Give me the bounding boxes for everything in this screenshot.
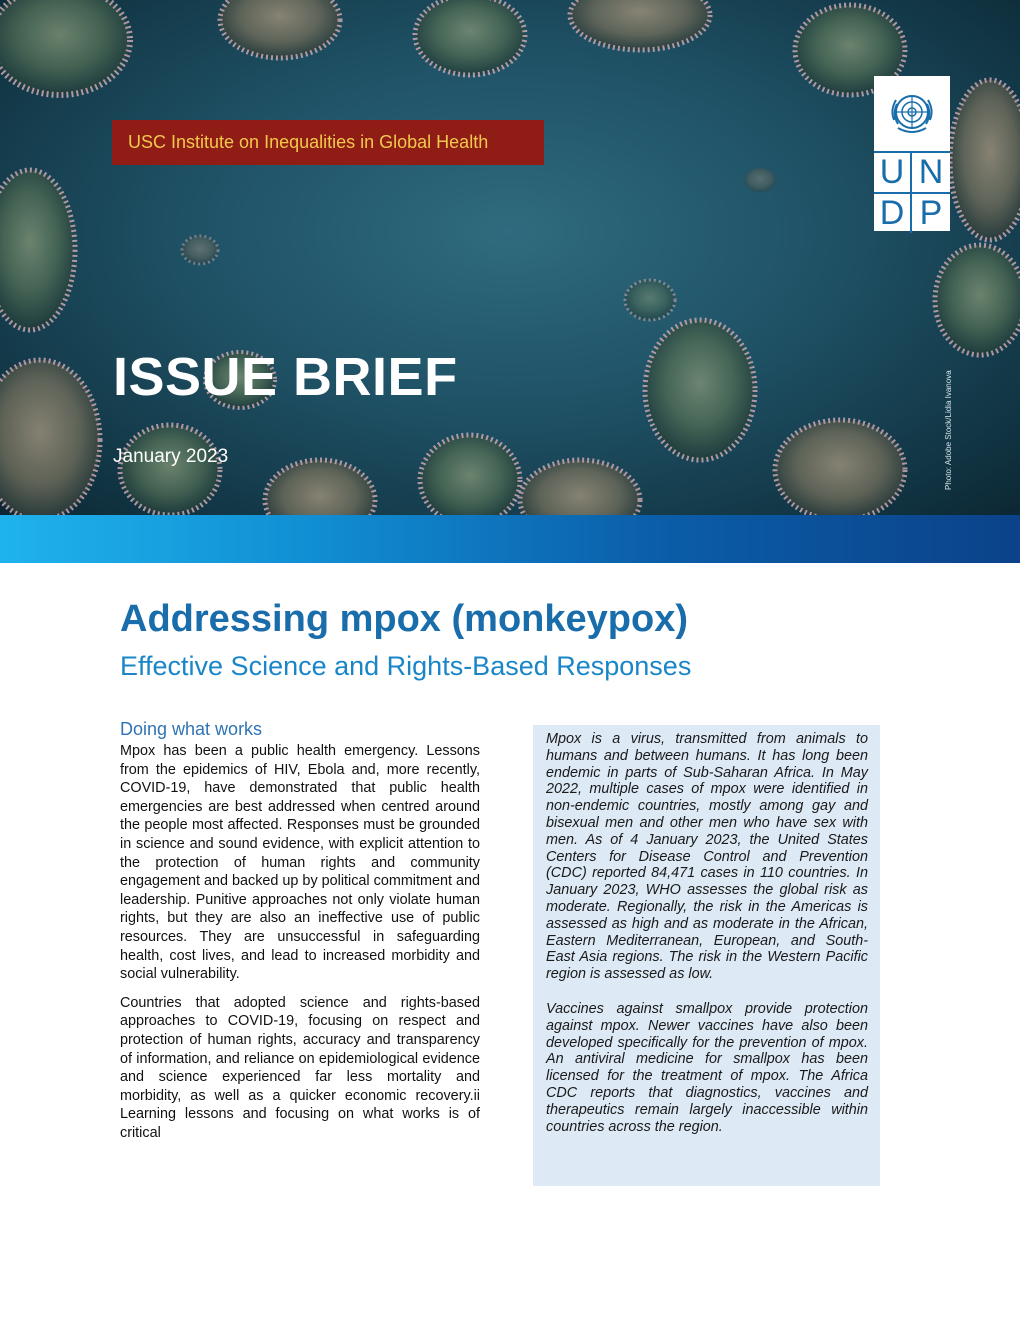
undp-letters bbox=[874, 151, 950, 231]
photo-credit: Photo: Adobe Stock/Lidia Ivanova bbox=[944, 370, 953, 490]
virus-background-image bbox=[0, 0, 1020, 515]
undp-logo bbox=[874, 76, 950, 231]
body-text-column bbox=[120, 742, 480, 1152]
institute-banner: USC Institute on Inequalities in Global Health bbox=[112, 120, 544, 165]
cover-title: ISSUE BRIEF bbox=[113, 347, 458, 407]
sidebox-paragraph: Mpox is a virus, transmitted from animals to humans and between humans. It has long been endemic in parts of Sub-Saharan Africa. In May 2022, multiple cases of mpox were identified in non-endemic countries, mostly among gay and bisexual men and other men who have sex with men. As of 4 January 2023, the United States Centers for Disease Control and Prevention (CDC) reported 84,471 cases in 110 countries. In January 2023, WHO assesses the global risk as moderate. Regionally, the risk in the Americas is assessed as high and as moderate in the African, Eastern Mediterranean, European, and South-East Asia regions. The risk in the Western Pacific region is assessed as low. bbox=[546, 731, 868, 983]
body-paragraph: Mpox has been a public health emergency. Lessons from the epidemics of HIV, Ebola and, more recently, COVID-19, have demonstrated that public health emergencies are best addressed when centred around the people most affected. Responses must be grounded in science and sound evidence, with explicit attention to the protection of human rights and community engagement and backed up by political commitment and leadership. Punitive approaches not only violate human rights, but they are also an ineffective use of public resources. They are unsuccessful in safeguarding health, cost lives, and lead to increased morbidity and social vulnerability. bbox=[120, 743, 480, 983]
un-emblem-icon bbox=[884, 84, 940, 140]
undp-letter: N bbox=[912, 151, 950, 192]
undp-letter: U bbox=[874, 151, 912, 192]
info-sidebox bbox=[533, 725, 880, 1186]
document-subtitle: Effective Science and Rights-Based Responses bbox=[120, 651, 692, 681]
cover-date: January 2023 bbox=[113, 446, 229, 467]
gradient-band bbox=[0, 515, 1020, 563]
undp-letter: D bbox=[874, 192, 912, 233]
document-title: Addressing mpox (monkeypox) bbox=[120, 598, 688, 640]
sidebox-paragraph: Vaccines against smallpox provide protection against mpox. Newer vaccines have also been developed specifically for the prevention of mpox. An antiviral medicine for smallpox has been licensed for the treatment of mpox. The Africa CDC reports that diagnostics, vaccines and therapeutics remain largely inaccessible within countries across the region. bbox=[546, 1000, 868, 1135]
section-heading: Doing what works bbox=[120, 719, 263, 739]
undp-letter: P bbox=[912, 192, 950, 233]
body-paragraph: Countries that adopted science and rights-based approaches to COVID-19, focusing on respect and protection of human rights, accuracy and transparency of information, and reliance on epidemiological evidence and science experienced far less mortality and morbidity, as well as a quicker economic recovery.ii Learning lessons and focusing on what works is of critical bbox=[120, 994, 480, 1141]
cover-hero bbox=[0, 0, 1020, 515]
